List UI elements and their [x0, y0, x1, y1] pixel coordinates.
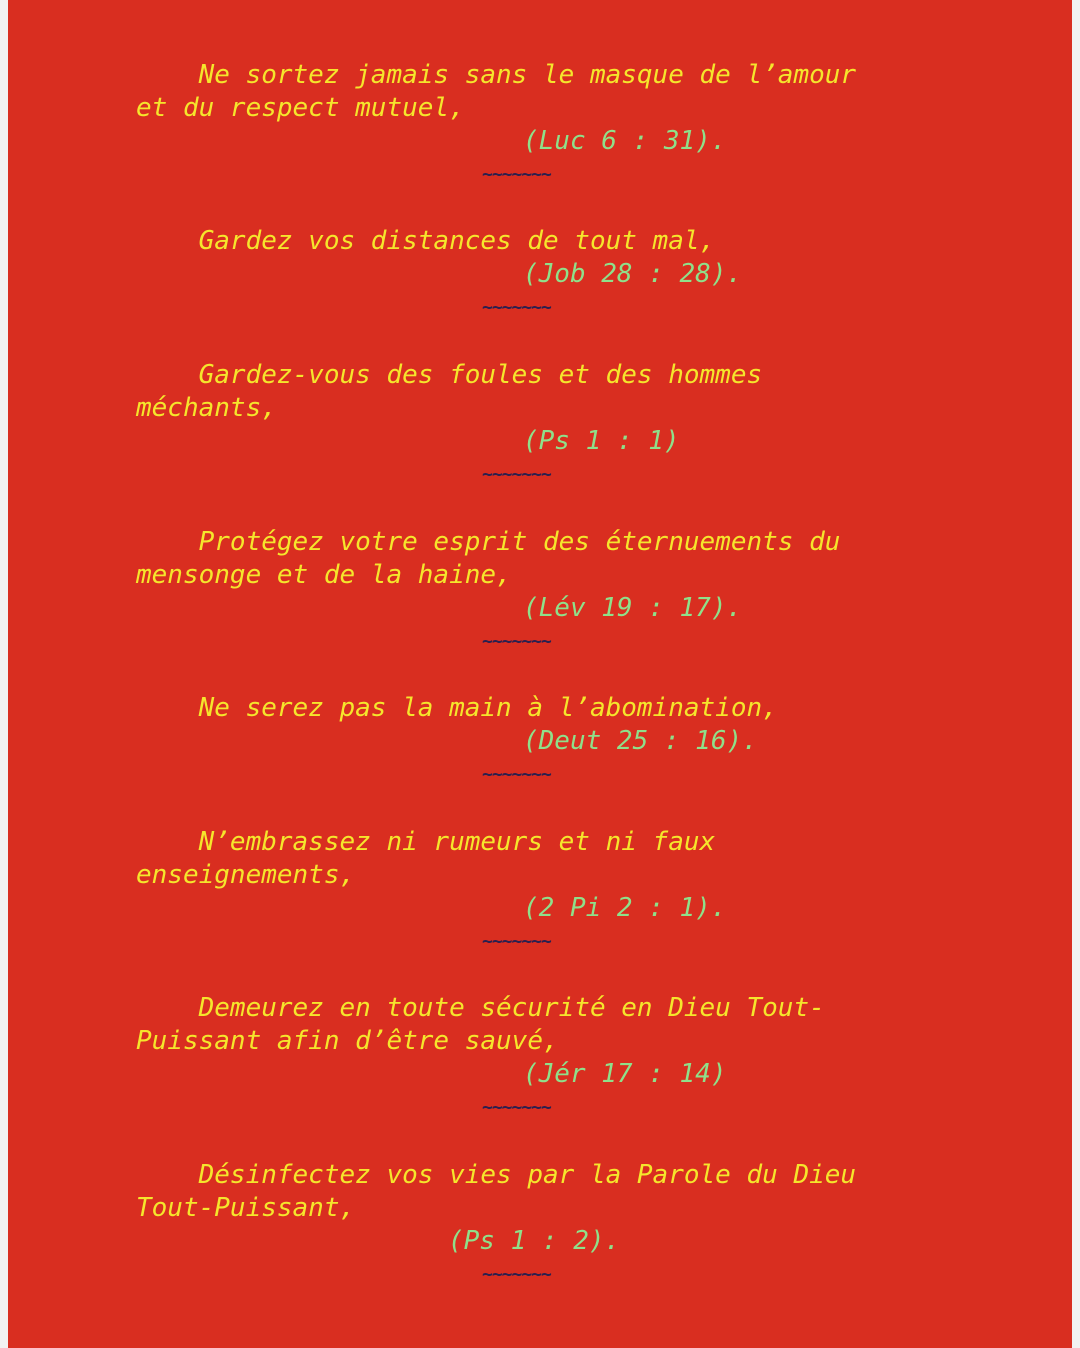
page — [8, 0, 1072, 1348]
separator: ~~~~~~~ — [482, 1097, 551, 1118]
verse-line: mensonge et de la haine, — [136, 560, 512, 590]
verse-line: Gardez-vous des foules et des hommes — [136, 360, 763, 390]
separator: ~~~~~~~ — [482, 297, 551, 318]
separator: ~~~~~~~ — [482, 1264, 551, 1285]
verse-reference: (Ps 1 : 1) — [523, 426, 680, 456]
verse-line: Désinfectez vos vies par la Parole du Dieu — [136, 1160, 857, 1190]
verse-reference: (Ps 1 : 2). — [448, 1226, 621, 1256]
separator: ~~~~~~~ — [482, 764, 551, 785]
verse-reference: (Jér 17 : 14) — [523, 1059, 727, 1089]
verse-reference: (Deut 25 : 16). — [523, 726, 758, 756]
verse-reference: (Job 28 : 28). — [523, 259, 743, 289]
verse-line: et du respect mutuel, — [136, 93, 465, 123]
verse-line: N’embrassez ni rumeurs et ni faux — [136, 827, 716, 857]
separator: ~~~~~~~ — [482, 164, 551, 185]
verse-line: enseignements, — [136, 860, 356, 890]
verse-line: Puissant afin d’être sauvé, — [136, 1026, 559, 1056]
verse-line: Tout-Puissant, — [136, 1193, 356, 1223]
verse-line: Demeurez en toute sécurité en Dieu Tout- — [136, 993, 825, 1023]
separator: ~~~~~~~ — [482, 631, 551, 652]
verse-reference: (2 Pi 2 : 1). — [523, 893, 727, 923]
separator: ~~~~~~~ — [482, 464, 551, 485]
verse-line: Gardez vos distances de tout mal, — [136, 226, 716, 256]
verse-reference: (Luc 6 : 31). — [523, 126, 727, 156]
verse-line: Protégez votre esprit des éternuements du — [136, 527, 841, 557]
verse-line: Ne serez pas la main à l’abomination, — [136, 693, 778, 723]
separator: ~~~~~~~ — [482, 931, 551, 952]
verse-reference: (Lév 19 : 17). — [523, 593, 743, 623]
verse-line: Ne sortez jamais sans le masque de l’amour — [136, 60, 857, 90]
verse-line: méchants, — [136, 393, 277, 423]
